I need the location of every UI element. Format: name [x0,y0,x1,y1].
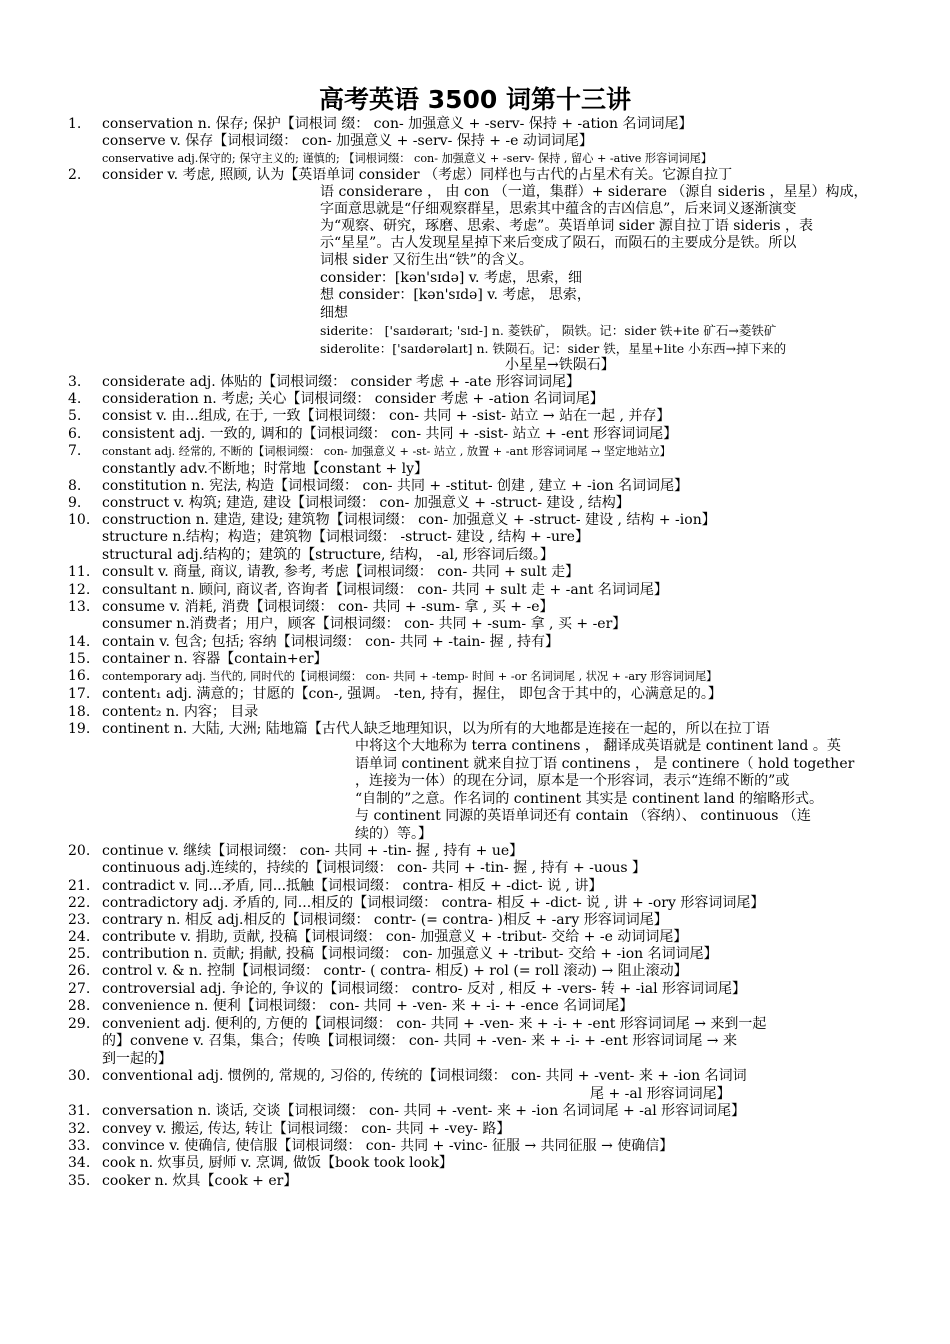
entry-line: consumer n.消费者；用户，顾客【词根词缀： con- 共同 + -sum- 拿 , 买 + -er】 [102,616,627,632]
entry-number: 17. [68,686,91,702]
entry-line: 与 continent 同源的英语单词还有 contain （容纳）、 continuous （连 [355,808,811,824]
entry-number: 32. [68,1121,91,1137]
entry-line: 示“星星”。古人发现星星掉下来后变成了陨石，而陨石的主要成分是铁。所以 [320,235,797,251]
entry-line: structure n.结构；构造；建筑物【词根词缀： -struct- 建设 , 结构 + -ure】 [102,529,589,545]
entry-line: conserve v. 保存【词根词缀： con- 加强意义 + -serv- 保持 + -e 动词词尾】 [102,133,593,149]
entry-line: siderite： ['saɪdəraɪt; 'sɪd-] n. 菱铁矿， 陨铁。记：sider 铁+ite 矿石→菱铁矿 [320,323,777,338]
entry-line: 中将这个大地称为 terra continens ， 翻译成英语就是 continent land 。英 [355,738,841,754]
entry-line: constitution n. 宪法, 构造【词根词缀： con- 共同 + -stitut- 创建 , 建立 + -ion 名词词尾】 [102,478,689,494]
entry-line: 小星星→铁陨石】 [505,357,615,373]
entry-line: conservation n. 保存; 保护【词根词 缀： con- 加强意义 + -serv- 保持 + -ation 名词词尾】 [102,116,693,132]
entry-line: “自制的”之意。作名词的 continent 其实是 continent land 的缩略形式。 [355,791,824,807]
entry-line: structural adj.结构的；建筑的【structure, 结构， -al, 形容词后缀。】 [102,547,554,563]
entry-line: 语 considerare ， 由 con （一道，集群）+ siderare （源自 sideris ，星星）构成， [320,184,868,200]
entry-line: convince v. 使确信, 使信服【词根词缀： con- 共同 + -vinc- 征服 → 共同征服 → 使确信】 [102,1138,674,1154]
entry-line: cook n. 炊事员, 厨师 v. 烹调, 做饭【book took look】 [102,1155,453,1171]
entry-line: cooker n. 炊具【cook + er】 [102,1173,298,1189]
entry-line: consideration n. 考虑; 关心【词根词缀： consider 考虑 + -ation 名词词尾】 [102,391,604,407]
entry-line: contribution n. 贡献; 捐献, 投稿【词根词缀： con- 加强意义 + -tribut- 交给 + -ion 名词词尾】 [102,946,718,962]
entry-number: 30. [68,1068,91,1084]
entry-line: 想 consider：[kən'sɪdə] v. 考虑， 思索， [320,287,591,303]
entry-number: 1. [68,116,82,132]
entry-number: 29. [68,1016,91,1032]
entry-line: contradict v. 同...矛盾, 同...抵触【词根词缀： contra- 相反 + -dict- 说 , 讲】 [102,878,603,894]
entry-line: contain v. 包含; 包括; 容纳【词根词缀： con- 共同 + -tain- 握 , 持有】 [102,634,559,650]
entry-line: consume v. 消耗, 消费【词根词缀： con- 共同 + -sum- 拿 , 买 + -e】 [102,599,554,615]
entry-line: consistent adj. 一致的, 调和的【词根词缀： con- 共同 + -sist- 站立 + -ent 形容词词尾】 [102,426,678,442]
entry-line: construction n. 建造, 建设; 建筑物【词根词缀： con- 加强意义 + -struct- 建设 , 结构 + -ion】 [102,512,716,528]
entry-line: conversation n. 谈话, 交谈【词根词缀： con- 共同 + -vent- 来 + -ion 名词词尾 + -al 形容词词尾】 [102,1103,746,1119]
entry-number: 6. [68,426,82,442]
entry-number: 7. [68,443,82,459]
entry-line: construct v. 构筑; 建造, 建设【词根词缀： con- 加强意义 + -struct- 建设 , 结构】 [102,495,630,511]
entry-line: 语单词 continent 就来自拉丁语 continens ， 是 continere（ hold together [355,756,855,772]
entry-number: 13. [68,599,91,615]
entry-number: 4. [68,391,82,407]
entry-number: 19. [68,721,91,737]
entry-line: 续的）等。】 [355,826,432,842]
entry-number: 23. [68,912,91,928]
entry-number: 22. [68,895,91,911]
entry-number: 33. [68,1138,91,1154]
entry-line: consultant n. 顾问, 商议者, 咨询者【词根词缀： con- 共同 + sult 走 + -ant 名词词尾】 [102,582,668,598]
entry-number: 35. [68,1173,91,1189]
entry-line: convenient adj. 便利的, 方便的【词根词缀： con- 共同 + -ven- 来 + -i- + -ent 形容词词尾 → 来到一起 [102,1016,767,1032]
entry-line: constantly adv.不断地；时常地【constant + ly】 [102,461,429,477]
entry-number: 24. [68,929,91,945]
entry-line: constant adj. 经常的, 不断的【词根词缀： con- 加强意义 + -st- 站立 , 放置 + -ant 形容词词尾 → 坚定地站立】 [102,445,671,458]
page-title: 高考英语 3500 词第十三讲 [319,85,631,114]
entry-number: 25. [68,946,91,962]
entry-line: content₁ adj. 满意的；甘愿的【con-, 强调。 -ten, 持有，握住， 即包含于其中的，心满意足的。】 [102,686,722,702]
entry-line: ，连接为一体）的现在分词，原本是一个形容词，表示“连绵不断的”或 [355,773,790,789]
entry-line: continuous adj.连续的，持续的【词根词缀： con- 共同 + -tin- 握 , 持有 + -uous 】 [102,860,646,876]
entry-number: 12. [68,582,91,598]
entry-line: contemporary adj. 当代的, 同时代的【词根词缀： con- 共同 + -temp- 时间 + -or 名词词尾 , 状况 + -ary 形容词词尾】 [102,670,718,683]
entry-number: 21. [68,878,91,894]
entry-number: 27. [68,981,91,997]
entry-line: conservative adj.保守的; 保守主义的; 谨慎的; 【词根词缀： con- 加强意义 + -serv- 保持 , 留心 + -ative 形容词词尾】 [102,152,713,165]
entry-number: 8. [68,478,82,494]
entry-line: consist v. 由...组成, 在于, 一致【词根词缀： con- 共同 + -sist- 站立 → 站在一起 , 并存】 [102,408,671,424]
entry-number: 15. [68,651,91,667]
entry-line: contradictory adj. 矛盾的, 同...相反的【词根词缀： contra- 相反 + -dict- 说 , 讲 + -ory 形容词词尾】 [102,895,765,911]
entry-line: continue v. 继续【词根词缀： con- 共同 + -tin- 握 , 持有 + ue】 [102,843,524,859]
entry-number: 11. [68,564,91,580]
entry-number: 3. [68,374,82,390]
entry-line: 词根 sider 又衍生出“铁”的含义。 [320,252,533,268]
entry-number: 31. [68,1103,91,1119]
entry-line: controversial adj. 争论的, 争议的【词根词缀： contro- 反对 , 相反 + -vers- 转 + -ial 形容词词尾】 [102,981,747,997]
entry-line: convey v. 搬运, 传达, 转让【词根词缀： con- 共同 + -vey- 路】 [102,1121,511,1137]
entry-number: 14. [68,634,91,650]
entry-line: consider：[kən'sɪdə] v. 考虑，思索，细 [320,270,582,286]
entry-number: 26. [68,963,91,979]
entry-line: 尾 + -al 形容词词尾】 [590,1086,731,1102]
entry-number: 18. [68,704,91,720]
entry-line: container n. 容器【contain+er】 [102,651,328,667]
entry-line: contrary n. 相反 adj.相反的【词根词缀： contr- (= contra- )相反 + -ary 形容词词尾】 [102,912,668,928]
entry-line: 的】convene v. 召集，集合；传唤【词根词缀： con- 共同 + -ven- 来 + -i- + -ent 形容词词尾 → 来 [102,1033,737,1049]
entry-number: 5. [68,408,82,424]
entry-line: continent n. 大陆, 大洲; 陆地篇【古代人缺乏地理知识，以为所有的大地都是连接在一起的，所以在拉丁语 [102,721,770,737]
entry-line: 为“观察、研究，琢磨、思索、考虑”。英语单词 sider 源自拉丁语 sideris ，表 [320,218,813,234]
entry-line: control v. & n. 控制【词根词缀： contr- ( contra- 相反) + rol (= roll 滚动) → 阻止滚动】 [102,963,688,979]
entry-line: 到一起的】 [102,1051,172,1067]
entry-number: 20. [68,843,91,859]
entry-line: considerate adj. 体贴的【词根词缀： consider 考虑 + -ate 形容词词尾】 [102,374,581,390]
entry-number: 9. [68,495,82,511]
entry-line: consider v. 考虑, 照顾, 认为【英语单词 consider （考虑）同样也与古代的占星术有关。它源自拉丁 [102,167,733,183]
entry-line: content₂ n. 内容； 目录 [102,704,259,720]
entry-line: consult v. 商量, 商议, 请教, 参考, 考虑【词根词缀： con- 共同 + sult 走】 [102,564,580,580]
entry-line: 字面意思就是“仔细观察群星，思索其中蕴含的吉凶信息”，后来词义逐渐演变 [320,201,797,217]
entry-number: 10. [68,512,91,528]
entry-number: 34. [68,1155,91,1171]
entry-line: conventional adj. 惯例的, 常规的, 习俗的, 传统的【词根词缀： con- 共同 + -vent- 来 + -ion 名词词 [102,1068,747,1084]
entry-line: siderolite：['saɪdərəlaɪt] n. 铁陨石。记：sider 铁，星星+lite 小东西→掉下来的 [320,341,787,356]
entry-number: 28. [68,998,91,1014]
entry-line: convenience n. 便利【词根词缀： con- 共同 + -ven- 来 + -i- + -ence 名词词尾】 [102,998,634,1014]
entry-number: 16. [68,668,91,684]
entry-number: 2. [68,167,82,183]
entry-line: contribute v. 捐助, 贡献, 投稿【词根词缀： con- 加强意义 + -tribut- 交给 + -e 动词词尾】 [102,929,688,945]
entry-line: 细想 [320,305,348,321]
